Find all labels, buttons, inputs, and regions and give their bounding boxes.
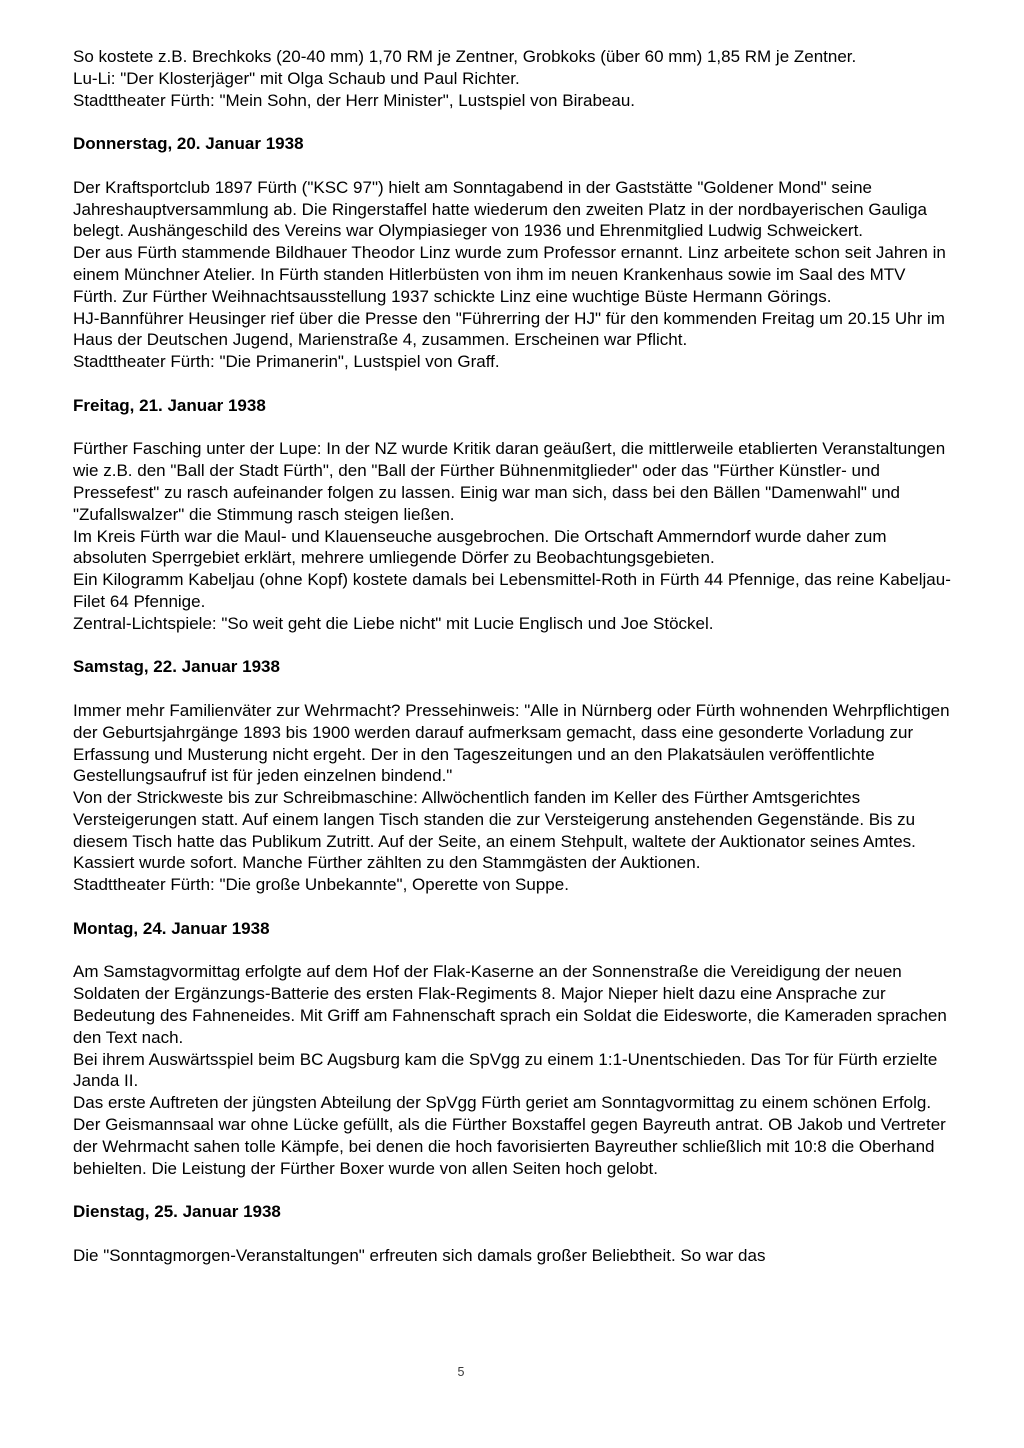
entry: Das erste Auftreten der jüngsten Abteilung der SpVgg Fürth geriet am Sonntagvormittag zu einem schönen Erfolg. Der Geismannsaal war ohne Lücke gefüllt, als die Fürther Boxstaffel gegen Bayreuth antrat. OB Jakob und Vertreter der Wehrmacht sahen tolle Kämpfe, bei denen die hoch favorisierten Bayreuther schließlich mit 10:8 die Oberhand behielten. Die Leistung der Fürther Boxer wurde von allen Seiten hoch gelobt. xyxy=(73,1093,946,1178)
entry: Von der Strickweste bis zur Schreibmaschine: Allwöchentlich fanden im Keller des Fürther Amtsgerichtes Versteigerungen statt. Auf einem langen Tisch standen die zur Versteigerung anstehenden Gegenstände. Bis zu diesem Tisch hatte das Publikum Zutritt. Auf der Seite, an einem Stehpult, waltete der Auktionator seines Amtes. Kassiert wurde sofort. Manche Fürther zählten zu den Stammgästen der Auktionen. xyxy=(73,788,916,873)
section-entries xyxy=(73,438,952,634)
entry: Immer mehr Familienväter zur Wehrmacht? Pressehinweis: "Alle in Nürnberg oder Fürth wohnenden Wehrpflichtigen der Geburtsjahrgänge 1893 bis 1900 werden darauf aufmerksam gemacht, dass eine gesonderte Vorladung zur Erfassung und Musterung nicht ergeht. Der in den Tageszeitungen und an den Plakatsäulen veröffentlichte Gestellungsaufruf ist für jeden einzelnen bindend." xyxy=(73,700,950,786)
entry: Zentral-Lichtspiele: "So weit geht die Liebe nicht" mit Lucie Englisch und Joe Stöckel. xyxy=(73,613,714,633)
section-heading: Freitag, 21. Januar 1938 xyxy=(73,395,266,415)
section-entries xyxy=(73,1245,952,1267)
intro-entry: So kostete z.B. Brechkoks (20-40 mm) 1,70 RM je Zentner, Grobkoks (über 60 mm) 1,85 RM je Zentner. xyxy=(73,47,857,66)
section-heading: Dienstag, 25. Januar 1938 xyxy=(73,1202,281,1222)
section-entries xyxy=(73,177,952,373)
entry: Die "Sonntagmorgen-Veranstaltungen" erfreuten sich damals großer Beliebtheit. So war das xyxy=(73,1245,766,1265)
entry: Stadttheater Fürth: "Die Primanerin", Lustspiel von Graff. xyxy=(73,352,500,372)
section-entries xyxy=(73,961,952,1179)
section-samstag-22-januar-1938 xyxy=(73,656,952,896)
entry: Im Kreis Fürth war die Maul- und Klauenseuche ausgebrochen. Die Ortschaft Ammerndorf wurde daher zum absoluten Sperrgebiet erklärt, mehrere umliegende Dörfer zu Beobachtungsgebieten. xyxy=(73,526,887,568)
entry: Am Samstagvormittag erfolgte auf dem Hof der Flak-Kaserne an der Sonnenstraße die Vereidigung der neuen Soldaten der Ergänzungs-Batterie des ersten Flak-Regiments 8. Major Nieper hielt dazu eine Ansprache zur Bedeutung des Fahneneides. Mit Griff am Fahnenschaft sprach ein Soldat die Eidesworte, die Kameraden sprachen den Text nach. xyxy=(73,962,947,1047)
entry: HJ-Bannführer Heusinger rief über die Presse den "Führerring der HJ" für den kommenden Freitag um 20.15 Uhr im Haus der Deutschen Jugend, Marienstraße 4, zusammen. Erscheinen war Pflicht. xyxy=(73,308,945,350)
page-content xyxy=(73,46,952,1288)
page-number: 5 xyxy=(457,1365,465,1379)
entry: Ein Kilogramm Kabeljau (ohne Kopf) kostete damals bei Lebensmittel-Roth in Fürth 44 Pfennige, das reine Kabeljau-Filet 64 Pfennige. xyxy=(73,570,951,611)
entry: Bei ihrem Auswärtsspiel beim BC Augsburg kam die SpVgg zu einem 1:1-Unentschieden. Das Tor für Fürth erzielte Janda II. xyxy=(73,1049,938,1091)
section-heading: Montag, 24. Januar 1938 xyxy=(73,918,270,938)
section-dienstag-25-januar-1938 xyxy=(73,1201,952,1266)
entry: Fürther Fasching unter der Lupe: In der NZ wurde Kritik daran geäußert, die mittlerweile etablierten Veranstaltungen wie z.B. den "Ball der Stadt Fürth", den "Ball der Fürther Bühnenmitglieder" oder das "Fürther Künstler- und Pressefest" zu rasch aufeinander folgen zu lassen. Einig war man sich, dass bei den Bällen "Damenwahl" und "Zufallswalzer" die Stimmung rasch steigen ließen. xyxy=(73,439,946,524)
section-heading: Samstag, 22. Januar 1938 xyxy=(73,657,280,677)
intro-entry: Stadttheater Fürth: "Mein Sohn, der Herr Minister", Lustspiel von Birabeau. xyxy=(73,90,636,110)
section-montag-24-januar-1938 xyxy=(73,918,952,1180)
intro-entries xyxy=(73,46,952,111)
entry: Der aus Fürth stammende Bildhauer Theodor Linz wurde zum Professor ernannt. Linz arbeitete schon seit Jahren in einem Münchner Atelier. In Fürth standen Hitlerbüsten von ihm im neuen Krankenhaus sowie im Saal des MTV Fürth. Zur Fürther Weihnachtsausstellung 1937 schickte Linz eine wuchtige Büste Hermann Görings. xyxy=(73,243,946,306)
section-entries xyxy=(73,700,952,896)
page-footer xyxy=(0,1364,922,1380)
section-heading: Donnerstag, 20. Januar 1938 xyxy=(73,134,304,154)
section-freitag-21-januar-1938 xyxy=(73,395,952,635)
entry: Der Kraftsportclub 1897 Fürth ("KSC 97") hielt am Sonntagabend in der Gaststätte "Goldener Mond" seine Jahreshauptversammlung ab. Die Ringerstaffel hatte wiederum den zweiten Platz in der nordbayerischen Gauliga belegt. Aushängeschild des Vereins war Olympiasieger von 1936 und Ehrenmitglied Ludwig Schweickert. xyxy=(73,177,927,241)
intro-entry: Lu-Li: "Der Klosterjäger" mit Olga Schaub und Paul Richter. xyxy=(73,68,520,88)
section-donnerstag-20-januar-1938 xyxy=(73,133,952,373)
entry: Stadttheater Fürth: "Die große Unbekannte", Operette von Suppe. xyxy=(73,875,569,895)
